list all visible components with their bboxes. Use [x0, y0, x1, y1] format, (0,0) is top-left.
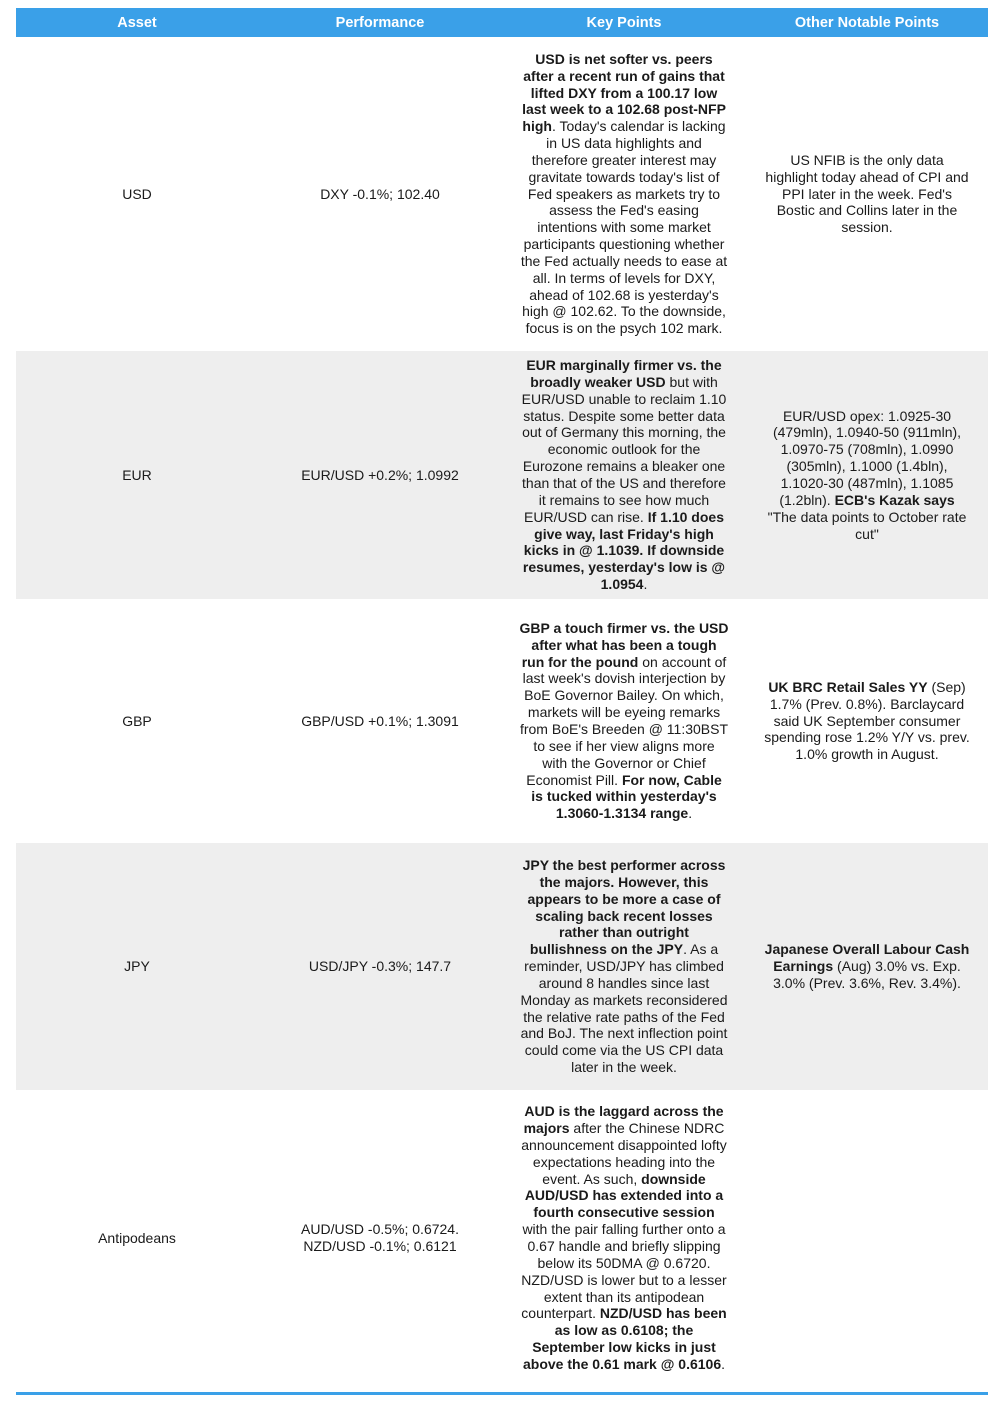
header-asset: Asset: [117, 14, 157, 31]
other-points-cell: [746, 351, 988, 599]
key-points-cell: [502, 599, 746, 843]
key-points-bold: USD is net softer vs. peers after a recent run of gains that lifted DXY from a 100.17 low last week to a 102.68 post-NFP high: [522, 50, 726, 135]
performance-line-aud: AUD/USD -0.5%; 0.6724.: [301, 1221, 459, 1238]
key-points-cell: [502, 1090, 746, 1386]
other-points-end: "The data points to October rate cut": [767, 508, 967, 542]
fx-table: [16, 8, 988, 1395]
key-points-cell: [502, 843, 746, 1090]
performance-cell: EUR/USD +0.2%; 1.0992: [301, 466, 459, 483]
key-points-end: .: [688, 805, 693, 822]
key-points-cell: [502, 37, 746, 351]
key-points-text-2: with the pair falling further onto a 0.67 handle and briefly slipping below its 50DMA @ 0.6720. NZD/USD is lower but to a lesser extent than its antipodean counterpart.: [521, 1221, 727, 1322]
key-points-text: . As a reminder, USD/JPY has climbed around 8 handles since last Monday as markets reconsidered the relative rate paths of the Fed and BoJ. The next inflection point could come via the US CPI data later in the week.: [520, 941, 728, 1076]
header-performance: Performance: [335, 14, 425, 31]
other-points-end: (Aug) 3.0% vs. Exp. 3.0% (Prev. 3.6%, Rev. 3.4%).: [773, 958, 961, 991]
performance-cell: DXY -0.1%; 102.40: [320, 185, 440, 202]
key-points-text: . Today's calendar is lacking in US data highlights and therefore greater interest may gravitate towards today's list of Fed speakers as markets try to assess the Fed's easing intentions with some market participants questioning whether the Fed actually needs to ease at all. In terms of levels for DXY, ahead of 102.68 is yesterday's high @ 102.62. To the downside, focus is on the psych 102 mark.: [520, 118, 728, 337]
key-points-bold: EUR marginally firmer vs. the broadly weaker USD: [526, 357, 722, 390]
key-points-bold: AUD is the laggard across the majors: [523, 1103, 724, 1137]
key-points-bold-2: For now, Cable is tucked within yesterday's 1.3060-1.3134 range: [531, 771, 722, 822]
other-points-text: EUR/USD opex: 1.0925-30 (479mln), 1.0940-50 (911mln), 1.0970-75 (708mln), 1.0990 (305mln), 1.1000 (1.4bln), 1.1020-30 (487mln), 1.1085 (1.2bln).: [772, 407, 962, 508]
header-other-points: Other Notable Points: [794, 14, 940, 31]
key-points-text: after the Chinese NDRC announcement disappointed lofty expectations heading into the event. As such,: [521, 1120, 727, 1187]
other-points-cell: [746, 843, 988, 1090]
table-row-antipodeans: [16, 1090, 988, 1386]
asset-cell: USD: [122, 185, 152, 202]
key-points-text: on account of last week's dovish interjection by BoE Governor Bailey. On which, markets will be eyeing remarks from BoE's Breeden @ 11:30BST to see if her view aligns more with the Governor or Chief Economist Pill.: [519, 653, 729, 788]
other-points-bold: UK BRC Retail Sales YY: [768, 678, 928, 695]
other-points-cell: [746, 599, 988, 843]
key-points-end: .: [643, 576, 648, 593]
table-row-usd: [16, 37, 988, 351]
performance-line-nzd: NZD/USD -0.1%; 0.6121: [303, 1238, 457, 1254]
table-bottom-border: [16, 1392, 988, 1395]
asset-cell: GBP: [122, 712, 152, 729]
other-points-cell: [746, 1090, 988, 1386]
header-key-points: Key Points: [586, 14, 662, 31]
key-points-bold: JPY the best performer across the majors. However, this appears to be more a case of scaling back recent losses rather than outright bullishness on the JPY: [522, 857, 726, 958]
performance-cell: USD/JPY -0.3%; 147.7: [308, 958, 452, 975]
table-header: [16, 8, 988, 37]
key-points-bold: GBP a touch firmer vs. the USD after what has been a tough run for the pound: [519, 619, 729, 670]
key-points-bold-2: If 1.10 does give way, last Friday's high kicks in @ 1.1039. If downside resumes, yesterday's low is @ 1.0954: [522, 508, 726, 593]
key-points-end: .: [721, 1355, 725, 1372]
asset-cell: Antipodeans: [98, 1229, 176, 1246]
other-points-cell: [746, 37, 988, 351]
performance-cell: [258, 1090, 502, 1386]
asset-cell: EUR: [122, 466, 152, 483]
key-points-cell: [502, 351, 746, 599]
other-points-end: (Sep) 1.7% (Prev. 0.8%). Barclaycard said UK September consumer spending rose 1.2% Y/Y vs. prev. 1.0% growth in August.: [764, 678, 970, 763]
table-row-jpy: [16, 843, 988, 1090]
table-row-gbp: [16, 599, 988, 843]
key-points-bold-3: NZD/USD has been as low as 0.6108; the September low kicks in just above the 0.61 mark @ 0.6106: [523, 1305, 727, 1372]
asset-cell: JPY: [124, 958, 150, 975]
performance-cell: GBP/USD +0.1%; 1.3091: [301, 712, 459, 729]
other-points-bold: Japanese Overall Labour Cash Earnings: [764, 941, 970, 975]
other-points-bold: ECB's Kazak says: [834, 491, 955, 508]
key-points-bold-2: downside AUD/USD has extended into a fourth consecutive session: [524, 1170, 724, 1221]
table-row-eur: [16, 351, 988, 599]
key-points-text: but with EUR/USD unable to reclaim 1.10 status. Despite some better data out of Germany this morning, the economic outlook for the Eurozone remains a bleaker one than that of the US and therefore it remains to see how much EUR/USD can rise.: [521, 373, 727, 525]
other-points-text: US NFIB is the only data highlight today ahead of CPI and PPI later in the week. Fed's Bostic and Collins later in the session.: [765, 151, 969, 236]
